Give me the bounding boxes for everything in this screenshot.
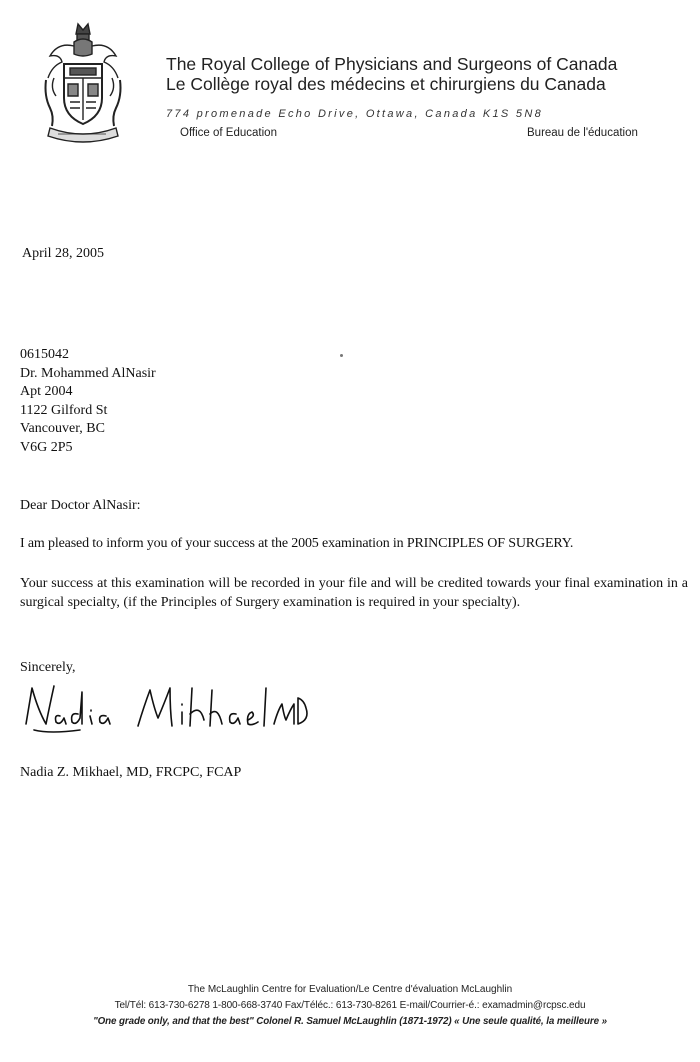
handwritten-signature	[20, 680, 310, 736]
recipient-address-block	[20, 346, 156, 457]
org-name-english: The Royal College of Physicians and Surgeons of Canada	[166, 54, 618, 74]
salutation: Dear Doctor AlNasir:	[20, 498, 141, 513]
recipient-city: Vancouver, BC	[20, 421, 105, 436]
recipient-address-line2: 1122 Gilford St	[20, 402, 108, 418]
office-name-english: Office of Education	[180, 127, 277, 139]
recipient-postal-code: V6G 2P5	[20, 439, 73, 455]
org-name-french: Le Collège royal des médecins et chirurgiens du Canada	[166, 74, 606, 94]
footer-centre-name: The McLaughlin Centre for Evaluation/Le Centre d'évaluation McLaughlin	[187, 984, 513, 995]
scan-speck	[340, 354, 343, 357]
recipient-address-line1: Apt 2004	[20, 384, 73, 399]
letter-date: April 28, 2005	[22, 246, 105, 261]
footer-contact-info: Tel/Tél: 613-730-6278 1-800-668-3740 Fax/Téléc.: 613-730-8261 E-mail/Courrier-é.: examadmin@rcpsc.edu	[114, 1000, 586, 1011]
footer-motto: "One grade only, and that the best" Colonel R. Samuel McLaughlin (1871-1972) « Une seule qualité, la meilleure »	[93, 1016, 607, 1027]
office-name-french: Bureau de l'éducation	[527, 127, 638, 139]
org-address: 774 promenade Echo Drive, Ottawa, Canada K1S 5N8	[166, 108, 543, 120]
body-paragraph-1: I am pleased to inform you of your success at the 2005 examination in PRINCIPLES OF SURGERY.	[20, 536, 574, 551]
coat-of-arms-crest-icon	[40, 16, 126, 148]
recipient-name: Dr. Mohammed AlNasir	[20, 365, 156, 381]
signer-name: Nadia Z. Mikhael, MD, FRCPC, FCAP	[20, 765, 242, 780]
closing: Sincerely,	[20, 660, 76, 675]
recipient-id: 0615042	[20, 347, 69, 362]
body-paragraph-2: Your success at this examination will be recorded in your file and will be credited towards your final examination in a surgical specialty, (if the Principles of Surgery examination is required in your specialty).	[20, 576, 688, 610]
